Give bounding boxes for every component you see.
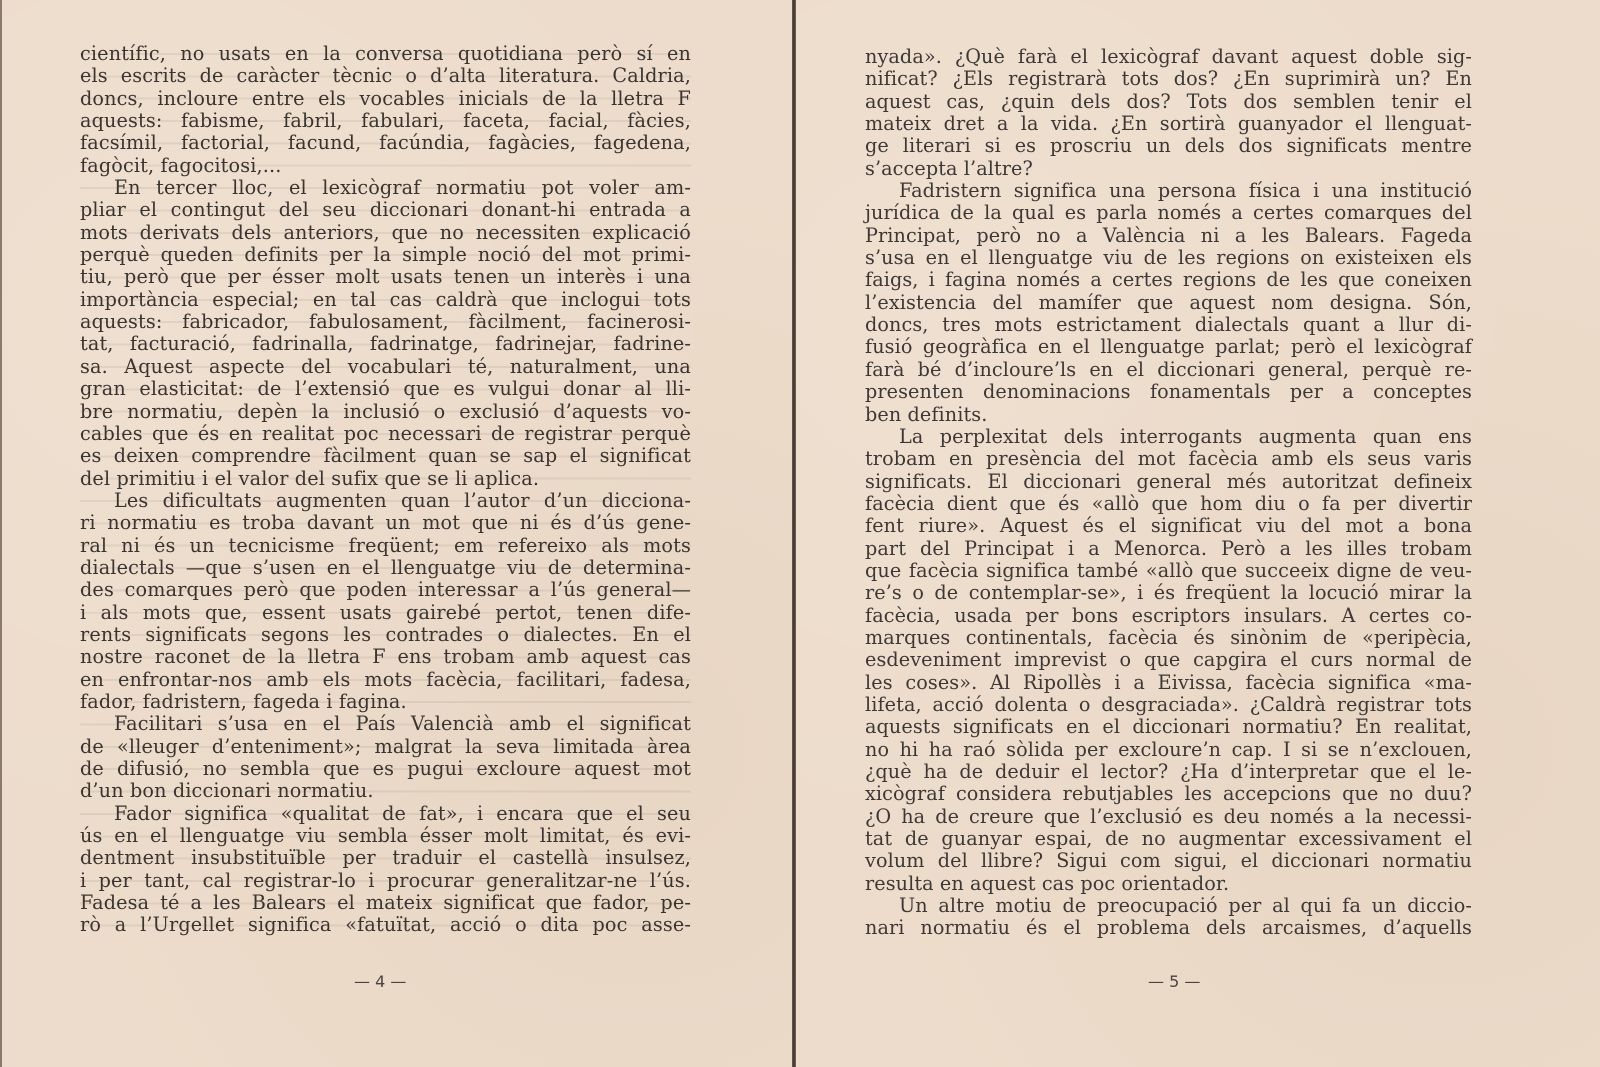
text-line: resulta en aquest cas poc orientador. xyxy=(865,871,1230,895)
left-page-body-text xyxy=(80,43,691,937)
left-page xyxy=(0,0,792,1067)
text-line: de «lleuger d’enteniment»; malgrat la seva limitada àrea xyxy=(80,734,691,758)
text-line: En tercer lloc, el lexicògraf normatiu pot voler am- xyxy=(114,176,691,200)
text-line: facsímil, factorial, facund, facúndia, fagàcies, fagedena, xyxy=(80,131,691,155)
text-line: volum del llibre? Sigui com sigui, el diccionari normatiu xyxy=(865,849,1472,873)
right-page xyxy=(796,0,1600,1067)
text-line: nyada». ¿Què farà el lexicògraf davant aquest doble sig- xyxy=(865,45,1472,68)
text-line: La perplexitat dels interrogants augmenta quan ens xyxy=(899,424,1472,448)
text-line: gran elasticitat: de l’extensió que es vulgui donar al lli- xyxy=(80,377,691,401)
text-line: pliar el contingut del seu diccionari donant-hi entrada a xyxy=(80,198,691,222)
text-line: rents significats segons les contrades o dialectes. En el xyxy=(80,622,691,646)
text-line: del primitiu i el valor del sufix que se li aplica. xyxy=(80,466,540,490)
text-line: des comarques però que poden interessar a l’ús general— xyxy=(80,578,691,602)
text-line: ge literari si es proscriu un dels dos significats mentre xyxy=(865,134,1472,158)
text-line: de difusió, no sembla que es pugui excloure aquest mot xyxy=(80,757,691,780)
text-line: nostre raconet de la lletra F ens trobam amb aquest cas xyxy=(80,645,691,669)
text-line: Principat, però no a València ni a les Balears. Fageda xyxy=(865,223,1472,247)
text-line: es deixen comprendre fàcilment quan se sap el significat xyxy=(80,444,691,468)
text-line: fent riure». Aquest és el significat viu del mot a bona xyxy=(865,514,1472,538)
text-line: importància especial; en tal cas caldrà que inclogui tots xyxy=(80,287,691,311)
text-line: ben definits. xyxy=(865,402,988,426)
text-line: Les dificultats augmenten quan l’autor d’un dicciona- xyxy=(114,488,691,512)
text-line: i als mots que, essent usats gairebé pertot, tenen dife- xyxy=(80,600,691,624)
text-line: perquè queden definits per la simple noció del mot primi- xyxy=(80,243,691,267)
text-line: dentment insubstituïble per traduir el castellà insulsez, xyxy=(80,846,691,870)
text-line: aquests: fabisme, fabril, fabulari, faceta, facial, fàcies, xyxy=(80,109,691,133)
text-line: rò a l’Urgellet significa «fatuïtat, acció o dita poc asse- xyxy=(80,913,691,937)
text-line: nari normatiu és el problema dels arcaismes, d’aquells xyxy=(865,916,1472,940)
text-line: tiu, però que per ésser molt usats tenen un interès i una xyxy=(80,265,691,289)
text-line: faigs, i fagina només a certes regions de les que coneixen xyxy=(865,268,1472,292)
text-line: cables que és en realitat poc necessari de registrar perquè xyxy=(80,421,691,445)
text-line: Fador significa «qualitat de fat», i encara que el seu xyxy=(114,801,691,825)
text-line: aquests significats en el diccionari normatiu? En realitat, xyxy=(865,715,1472,739)
text-line: nificat? ¿Els registrarà tots dos? ¿En suprimirà un? En xyxy=(865,67,1472,91)
text-line: fusió geogràfica en el llenguatge parlat; però el lexicògraf xyxy=(865,335,1472,359)
text-line: mateix dret a la vida. ¿En sortirà guanyador el llenguat- xyxy=(865,112,1472,136)
text-line: doncs, tres mots estrictament dialectals quant a llur di- xyxy=(865,313,1472,337)
text-line: re’s o de contemplar-se», i és freqüent la locució mirar la xyxy=(865,581,1472,605)
text-line: tat de guanyar espai, de no augmentar excessivament el xyxy=(865,827,1472,851)
page-number-left: — 4 — xyxy=(354,972,407,991)
text-line: sa. Aquest aspecte del vocabulari té, naturalment, una xyxy=(80,354,691,378)
text-line: ral ni és un tecnicisme freqüent; em refereixo als mots xyxy=(80,533,691,557)
text-line: presenten denominacions fonamentals per a conceptes xyxy=(865,380,1472,404)
text-line: d’un bon diccionari normatiu. xyxy=(80,779,374,803)
text-line: s’usa en el llenguatge viu de les regions on existeixen els xyxy=(865,246,1472,270)
text-line: mots derivats dels anteriors, que no necessiten explicació xyxy=(80,220,691,244)
text-line: ri normatiu es troba davant un mot que ni és d’ús gene- xyxy=(80,511,691,535)
text-line: fagòcit, fagocitosi,... xyxy=(80,153,282,177)
text-line: bre normatiu, depèn la inclusió o exclusió d’aquests vo- xyxy=(80,399,691,423)
text-line: facècia, usada per bons escriptors insulars. A certes co- xyxy=(865,603,1472,627)
text-line: dialectals —que s’usen en el llenguatge viu de determina- xyxy=(80,555,691,579)
text-line: l’existencia del mamífer que aquest nom designa. Són, xyxy=(865,290,1472,314)
text-line: esdeveniment imprevist o que capgira el curs normal de xyxy=(865,648,1472,672)
text-line: Fadristern significa una persona física i una institució xyxy=(899,179,1472,203)
text-line: Un altre motiu de preocupació per al qui fa un diccio- xyxy=(899,894,1472,918)
text-line: significats. El diccionari general més autoritzat defineix xyxy=(865,469,1472,493)
text-line: fador, fadristern, fageda i fagina. xyxy=(80,689,407,713)
text-line: farà bé d’incloure’ls en el diccionari general, perquè re- xyxy=(865,357,1472,381)
text-line: ¿què ha de deduir el lector? ¿Ha d’interpretar que el le- xyxy=(865,760,1472,783)
text-line: doncs, incloure entre els vocables inicials de la lletra F xyxy=(80,86,691,110)
text-line: en enfrontar-nos amb els mots facècia, facilitari, fadesa, xyxy=(80,667,691,691)
right-page-body-text xyxy=(865,46,1472,940)
text-line: lifeta, acció dolenta o desgraciada». ¿Caldrà registrar tots xyxy=(865,692,1472,716)
text-line: marques continentals, facècia és sinònim de «peripècia, xyxy=(865,625,1472,649)
text-line: les coses». Al Ripollès i a Eivissa, facècia significa «ma- xyxy=(865,670,1472,694)
text-line: no hi ha raó sòlida per excloure’n cap. I si se n’exclouen, xyxy=(865,737,1472,761)
page-number-right: — 5 — xyxy=(1148,972,1201,991)
text-line: Fadesa té a les Balears el mateix significat que fador, pe- xyxy=(80,891,691,915)
text-line: Facilitari s’usa en el País Valencià amb el significat xyxy=(114,712,691,736)
text-line: xicògraf considera rebutjables les accepcions que no duu? xyxy=(865,782,1472,806)
text-line: tat, facturació, fadrinalla, fadrinatge, fadrinejar, fadrine- xyxy=(80,332,691,356)
text-line: trobam en presència del mot facècia amb els seus varis xyxy=(865,447,1472,471)
text-line: científic, no usats en la conversa quotidiana però sí en xyxy=(80,42,691,65)
text-line: s’accepta l’altre? xyxy=(865,156,1033,180)
text-line: i per tant, cal registrar-lo i procurar generalitzar-ne l’ús. xyxy=(80,868,691,892)
text-line: ús en el llenguatge viu sembla ésser molt limitat, és evi- xyxy=(80,824,691,848)
text-line: part del Principat i a Menorca. Però a les illes trobam xyxy=(865,536,1472,560)
text-line: els escrits de caràcter tècnic o d’alta literatura. Caldria, xyxy=(80,64,691,88)
text-line: jurídica de la qual es parla només a certes comarques del xyxy=(865,201,1472,225)
text-line: ¿O ha de creure que l’exclusió es deu només a la necessi- xyxy=(865,804,1472,828)
text-line: facècia dient que és «allò que hom diu o fa per divertir xyxy=(865,491,1472,515)
text-line: que facècia significa també «allò que succeeix digne de veu- xyxy=(865,558,1472,582)
text-line: aquests: fabricador, fabulosament, fàcilment, facinerosi- xyxy=(80,310,691,334)
text-line: aquest cas, ¿quin dels dos? Tots dos semblen tenir el xyxy=(865,89,1472,113)
